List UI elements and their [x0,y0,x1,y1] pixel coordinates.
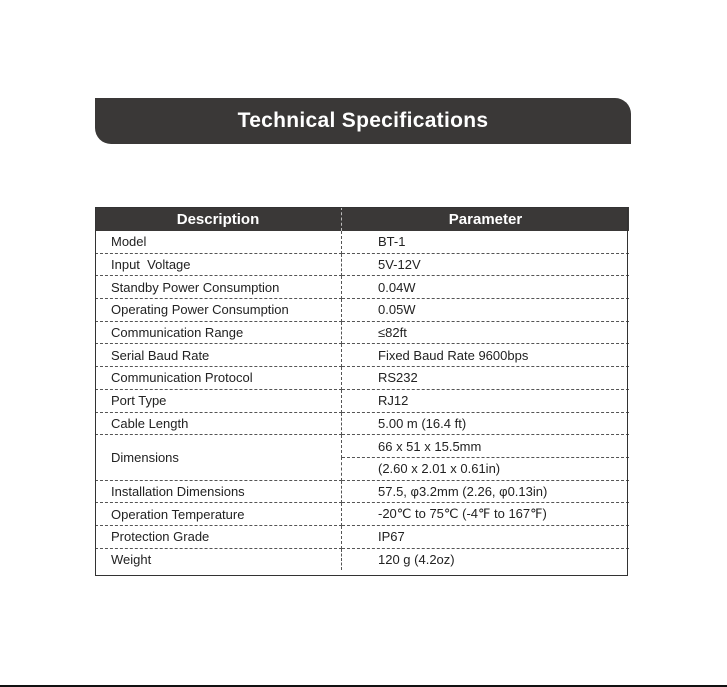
spec-table [95,207,629,570]
param-comm-range: ≤82ft [342,321,630,344]
table-row [95,253,629,276]
table-row [95,344,629,367]
param-dimensions-in: (2.60 x 2.01 x 0.61in) [342,457,630,480]
param-installation-dimensions: 57.5, φ3.2mm (2.26, φ0.13in) [342,480,630,503]
table-row [95,412,629,435]
param-operating-power: 0.05W [342,299,630,322]
param-standby-power: 0.04W [342,276,630,299]
table-header-row [95,207,629,231]
desc-dimensions: Dimensions [95,435,342,480]
table-row [95,548,629,570]
desc-standby-power: Standby Power Consumption [95,276,342,299]
header-description: Description [95,207,342,231]
desc-operation-temperature: Operation Temperature [95,503,342,526]
table-row [95,503,629,526]
param-port-type: RJ12 [342,389,630,412]
desc-baud-rate: Serial Baud Rate [95,344,342,367]
param-comm-protocol: RS232 [342,367,630,390]
param-cable-length: 5.00 m (16.4 ft) [342,412,630,435]
desc-cable-length: Cable Length [95,412,342,435]
desc-weight: Weight [95,548,342,570]
desc-model: Model [95,231,342,253]
param-dimensions-mm: 66 x 51 x 15.5mm [342,435,630,458]
table-row [95,389,629,412]
table-row [95,367,629,390]
table-row [95,321,629,344]
table-row [95,231,629,253]
desc-protection-grade: Protection Grade [95,525,342,548]
param-model: BT-1 [342,231,630,253]
table-row [95,435,629,458]
desc-comm-protocol: Communication Protocol [95,367,342,390]
title-banner [95,98,631,144]
desc-port-type: Port Type [95,389,342,412]
desc-installation-dimensions: Installation Dimensions [95,480,342,503]
page-title: Technical Specifications [237,109,489,132]
desc-input-voltage: Input Voltage [95,253,342,276]
desc-operating-power: Operating Power Consumption [95,299,342,322]
header-parameter: Parameter [342,207,630,231]
param-input-voltage: 5V-12V [342,253,630,276]
table-row [95,299,629,322]
param-protection-grade: IP67 [342,525,630,548]
table-row [95,276,629,299]
table-row [95,480,629,503]
desc-comm-range: Communication Range [95,321,342,344]
param-weight: 120 g (4.2oz) [378,551,455,567]
table-row [95,525,629,548]
param-operation-temperature: -20℃ to 75℃ (-4℉ to 167℉) [342,503,630,526]
param-baud-rate: Fixed Baud Rate 9600bps [342,344,630,367]
